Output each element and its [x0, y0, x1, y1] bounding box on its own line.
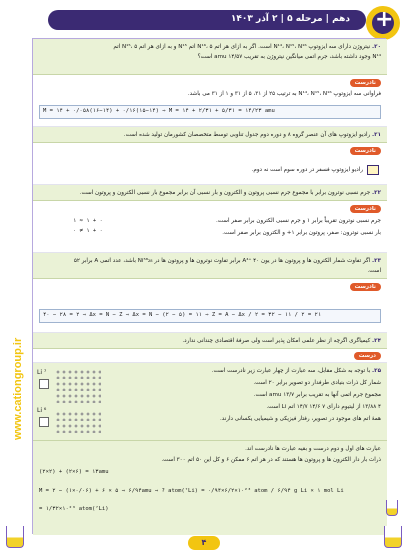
question-text: نیتروژن دارای سه ایزوتوپ N¹⁴، N¹⁵، N¹⁶ است. اگر به ازای هر اتم N¹⁶، ۵ اتم N¹⁵ و به ازای هر اتم N¹⁵، ۵ اتم — [113, 44, 371, 50]
status-badge: درست — [354, 352, 381, 360]
statement-3: ۴ ۱۳/۸۸ از لیتیوم دارای ۷ ۱۴/۶ ۱۴/۷ اتم Li است. — [266, 404, 381, 410]
flask-icon-left — [6, 526, 24, 548]
question-number: ۲۳. — [372, 258, 381, 264]
flask-icon-right — [384, 526, 402, 548]
question-number: ۲۱. — [372, 132, 381, 138]
status-badge: نادرست — [350, 147, 381, 155]
page-number: ۴ — [188, 536, 220, 550]
solution-equation-1: (۲×۲) + (۲×۶) = ۱۳amu — [39, 469, 109, 475]
solution-text: فراوانی سه ایزوتوپ N¹⁴، N¹⁵، N¹⁶ به ترتیب ۲۵ از ۳۱، ۵ از ۳۱ و ۱ از ۳۱ می باشد. — [187, 91, 381, 97]
question-number: ۲۰. — [372, 44, 381, 50]
solution-text: عبارت های اول و دوم درست و بقیه عبارت ها نادرست اند. — [245, 446, 381, 452]
question-text: با توجه به شکل مقابل، سه عبارت از چهار عبارت زیر نادرست است. — [211, 368, 371, 374]
lithium6-dots-row1 — [55, 411, 101, 421]
lithium6-dots-row2 — [55, 423, 101, 433]
answer-23 — [33, 279, 387, 333]
radioactive-icon — [367, 165, 379, 175]
solution-text-2: بار نسبی نوترون: صفر، پروتون برابر ۱+ و الکترون برابر صفر است. — [222, 230, 381, 236]
solution-equation-2: M = ۲ − (۱×۰/۰۶) + ۶ × ۵ ⇒ ۶/۹۴amu ⇒ ? atom(⁷Li) = ۰/۹۴×۶/۲×۱۰²³ atom / ۶/۹۴ g Li × ۱ mol Li — [39, 488, 344, 494]
li7-label: Li ⁷ — [37, 369, 47, 376]
page-title: دهم | مرحله ۵ | ۲ آذر ۱۴۰۳ — [230, 14, 350, 24]
question-text: رادیو ایزوتوپ های آن عنصر گروه ۸ و دوره دوم جدول تناوبی توسط متخصصان کشورمان تولید شده است. — [123, 132, 371, 138]
answer-25 — [33, 441, 387, 535]
status-badge: نادرست — [350, 79, 381, 87]
question-23 — [33, 253, 387, 279]
question-25 — [33, 363, 387, 441]
side-equation-2: ۰ ≠ ۱ + ۰ — [73, 228, 103, 234]
answer-22 — [33, 201, 387, 253]
question-text: کیمیاگری اگرچه از نظر علمی امکان پذیر است ولی صرفهٔ اقتصادی چندانی ندارد. — [182, 338, 371, 344]
legend-box-li7 — [39, 379, 49, 389]
solution-equation-3: = ۱/۳۲×۱۰²³ atom(⁷Li) — [39, 506, 109, 512]
solution-text: رادیو ایزوتوپ فسفر در دوره سوم است نه دوم. — [251, 167, 363, 173]
solution-equation: M = ۱۴ + ۰/۰۵۸(۱۶−۱۴) + ۰/۱۶(۱۵−۱۴) ⇒ M = ۱۴ + ۲/۳۱ + ۵/۳۱ = ۱۴/۲۳ amu — [43, 108, 275, 114]
question-number: ۲۲. — [372, 190, 381, 196]
answer-20 — [33, 75, 387, 127]
lithium7-dots-row3 — [55, 393, 101, 403]
question-20 — [33, 39, 387, 75]
question-24 — [33, 333, 387, 349]
question-21 — [33, 127, 387, 143]
status-badge: نادرست — [350, 205, 381, 213]
answer-21 — [33, 143, 387, 185]
statement-1: شمار کل ذرات بنیادی طرفدار دو تصویر برابر ۲۰ است. — [253, 380, 381, 386]
cation-logo-icon — [366, 6, 400, 40]
question-text-line2: است. — [367, 268, 381, 274]
solution-text: جرم نسبی نوترون تقریباً برابر ۱ و جرم نسبی الکترون برابر صفر است. — [216, 218, 381, 224]
side-watermark-url: www.cationgroup.ir — [12, 337, 24, 440]
question-number: ۲۵. — [372, 368, 381, 374]
content-frame — [32, 38, 386, 534]
question-text-line2: N¹⁴ وجود داشته باشد، جرم اتمی میانگین نیتروژن به تقریب ۱۴/۵۷ amu است؟ — [197, 54, 381, 60]
li6-label: Li ⁶ — [37, 407, 47, 414]
side-equation-1: ۱ ≈ ۱ + ۰ — [73, 218, 103, 224]
legend-box-li6 — [39, 417, 49, 427]
question-22 — [33, 185, 387, 201]
lithium7-dots-row1 — [55, 369, 101, 379]
solution-text-2: ذرات بار دار الکترون ها و پروتون ها هستند که در هر اتم ۶ ممکن ۶ و کل این ۵۰ اتم ۳۰۰ است. — [161, 457, 381, 463]
statement-2: مجموع جرم اتمی آنها به تقریب برابر ۱۳/۷ amu است. — [253, 392, 381, 398]
answer-24 — [33, 349, 387, 363]
flask-icon-small — [386, 500, 398, 516]
solution-equation: ۴۰ − ۲۸ = ۲ ⇒ Δx = N − Z ⇒ Δx = N − (۲ − ۵) = ۱۱ ⇒ Z = A − Δx / ۲ = ۳۲ − ۱۱ / ۲ = ۲۱ — [43, 312, 322, 318]
statement-4: همهٔ اتم های موجود در تصویر، رفتار فیزیکی و شیمیایی یکسانی دارند. — [220, 416, 381, 422]
status-badge: نادرست — [350, 283, 381, 291]
question-text: جرم نسبی نوترون برابر با مجموع جرم نسبی پروتون و الکترون و بار نسبی آن برابر مجموع بار نسبی الکترون و پروتون است. — [79, 190, 371, 196]
header-bar — [48, 10, 366, 30]
question-number: ۲۴. — [372, 338, 381, 344]
question-text: اگر تفاوت شمار الکترون ها و پروتون ها در یون A⁴⁺ ۴۰ برابر تفاوت نوترون ها و پروتون ها در Ni⁵⁸₂₈ باشد، عدد اتمی A برابر ۵۲ — [73, 258, 371, 264]
lithium7-dots-row2 — [55, 381, 101, 391]
